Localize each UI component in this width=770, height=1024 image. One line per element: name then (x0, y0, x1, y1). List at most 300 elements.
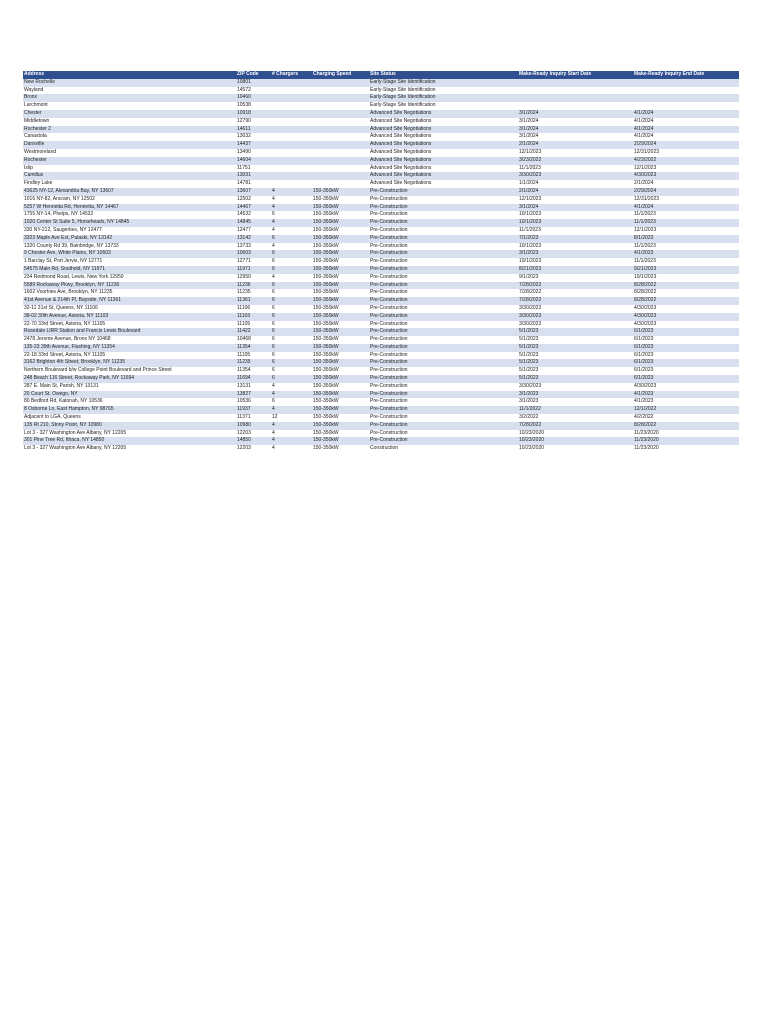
address-cell: 234 Redmond Road, Lewis, New York 12950 (23, 274, 236, 282)
end-date-cell: 4/1/2024 (633, 118, 739, 126)
address-cell: 1016 NY-82, Ancram, NY 12502 (23, 196, 236, 204)
table-row (23, 258, 739, 266)
charging-speed-cell: 150-350kW (312, 266, 369, 274)
address-cell: Adjacent to LGA, Queens (23, 414, 236, 422)
address-cell: Lot 3 - 327 Washington Ave Albany, NY 12205 (23, 430, 236, 438)
start-date-cell (518, 94, 633, 102)
charging-speed-cell (312, 118, 369, 126)
table-row (23, 344, 739, 352)
end-date-cell: 4/23/2022 (633, 157, 739, 165)
start-date-cell: 10/1/2023 (518, 219, 633, 227)
address-cell: Dansville (23, 141, 236, 149)
header-zip-code: ZIP Code (236, 71, 271, 79)
charging-speed-cell: 150-350kW (312, 282, 369, 290)
table-row (23, 375, 739, 383)
address-cell: 43625 NY-12, Alexandria Bay, NY 13607 (23, 188, 236, 196)
table-row (23, 94, 739, 102)
chargers-cell: 6 (271, 297, 312, 305)
table-row (23, 141, 739, 149)
zip-code-cell: 13827 (236, 391, 271, 399)
start-date-cell: 5/1/2023 (518, 344, 633, 352)
start-date-cell: 1/1/2024 (518, 180, 633, 188)
chargers-cell: 6 (271, 321, 312, 329)
chargers-cell: 6 (271, 352, 312, 360)
table-row (23, 219, 739, 227)
start-date-cell: 3/1/2024 (518, 110, 633, 118)
start-date-cell: 11/1/2023 (518, 165, 633, 173)
site-status-cell: Pre-Construction (369, 274, 518, 282)
end-date-cell: 2/1/2024 (633, 180, 739, 188)
header-site-status: Site Status (369, 71, 518, 79)
zip-code-cell: 12477 (236, 227, 271, 235)
chargers-cell: 4 (271, 422, 312, 430)
charging-speed-cell (312, 180, 369, 188)
zip-code-cell: 14604 (236, 157, 271, 165)
table-row (23, 437, 739, 445)
site-status-cell: Pre-Construction (369, 289, 518, 297)
address-cell: Rochester (23, 157, 236, 165)
address-cell: 41st Avenue & 214th Pl, Bayside, NY 11361 (23, 297, 236, 305)
start-date-cell: 3/30/2023 (518, 172, 633, 180)
end-date-cell: 8/28/2022 (633, 282, 739, 290)
start-date-cell: 7/28/2022 (518, 297, 633, 305)
charging-speed-cell: 150-350kW (312, 305, 369, 313)
address-cell: 248 Beach 116 Street, Rockaway Park, NY 11694 (23, 375, 236, 383)
address-cell: Middletown (23, 118, 236, 126)
header-start-date: Make-Ready Inquiry Start Date (518, 71, 633, 79)
end-date-cell: 6/1/2023 (633, 328, 739, 336)
site-status-cell: Construction (369, 445, 518, 453)
end-date-cell (633, 102, 739, 110)
chargers-cell: 6 (271, 305, 312, 313)
chargers-cell: 6 (271, 336, 312, 344)
site-status-cell: Pre-Construction (369, 219, 518, 227)
chargers-cell (271, 165, 312, 173)
address-cell: 22-70 33rd Street, Astoria, NY 11105 (23, 321, 236, 329)
chargers-cell: 6 (271, 211, 312, 219)
zip-code-cell: 12950 (236, 274, 271, 282)
zip-code-cell: 10460 (236, 94, 271, 102)
site-status-cell: Advanced Site Negotiations (369, 157, 518, 165)
table-row (23, 383, 739, 391)
charging-speed-cell: 150-350kW (312, 359, 369, 367)
site-status-cell: Pre-Construction (369, 297, 518, 305)
address-cell: 1020 Center St Suite 5, Horseheads, NY 14845 (23, 219, 236, 227)
address-cell: 3162 Brighton 4th Street, Brooklyn, NY 11235 (23, 359, 236, 367)
start-date-cell: 12/1/2023 (518, 149, 633, 157)
site-status-cell: Pre-Construction (369, 352, 518, 360)
table-row (23, 172, 739, 180)
chargers-cell (271, 94, 312, 102)
address-cell: New Rochelle (23, 79, 236, 87)
charging-speed-cell: 150-350kW (312, 204, 369, 212)
zip-code-cell: 11422 (236, 328, 271, 336)
table-row (23, 188, 739, 196)
table-row (23, 196, 739, 204)
end-date-cell: 4/30/2023 (633, 383, 739, 391)
zip-code-cell: 11937 (236, 406, 271, 414)
start-date-cell: 10/23/2020 (518, 437, 633, 445)
chargers-cell (271, 110, 312, 118)
start-date-cell: 5/1/2023 (518, 375, 633, 383)
charging-speed-cell: 150-350kW (312, 398, 369, 406)
start-date-cell: 3/30/2023 (518, 321, 633, 329)
table-row (23, 328, 739, 336)
address-cell: 22-18 33rd Street, Astoria, NY 11105 (23, 352, 236, 360)
chargers-cell: 6 (271, 367, 312, 375)
end-date-cell: 8/28/2022 (633, 297, 739, 305)
site-status-cell: Pre-Construction (369, 258, 518, 266)
charging-speed-cell: 150-350kW (312, 188, 369, 196)
table-row (23, 305, 739, 313)
zip-code-cell: 11103 (236, 313, 271, 321)
charging-speed-cell: 150-350kW (312, 211, 369, 219)
table-row (23, 430, 739, 438)
zip-code-cell: 11694 (236, 375, 271, 383)
start-date-cell (518, 102, 633, 110)
chargers-cell: 4 (271, 437, 312, 445)
table-row (23, 204, 739, 212)
chargers-cell: 4 (271, 383, 312, 391)
chargers-cell: 6 (271, 282, 312, 290)
end-date-cell: 6/1/2023 (633, 375, 739, 383)
zip-code-cell: 13032 (236, 133, 271, 141)
charging-speed-cell (312, 79, 369, 87)
site-status-cell: Pre-Construction (369, 414, 518, 422)
site-status-cell: Advanced Site Negotiations (369, 126, 518, 134)
zip-code-cell: 11354 (236, 367, 271, 375)
charging-speed-cell (312, 94, 369, 102)
end-date-cell: 6/1/2023 (633, 359, 739, 367)
zip-code-cell: 12203 (236, 445, 271, 453)
end-date-cell: 11/23/2020 (633, 445, 739, 453)
end-date-cell: 6/1/2023 (633, 367, 739, 375)
address-cell: 135 Rt 210, Stony Point, NY 10980 (23, 422, 236, 430)
table-row (23, 165, 739, 173)
table-row (23, 297, 739, 305)
end-date-cell (633, 94, 739, 102)
chargers-cell: 4 (271, 445, 312, 453)
end-date-cell: 12/31/2023 (633, 149, 739, 157)
end-date-cell: 11/23/2020 (633, 437, 739, 445)
charging-speed-cell: 150-350kW (312, 352, 369, 360)
charging-speed-cell: 150-350kW (312, 219, 369, 227)
charging-speed-cell (312, 172, 369, 180)
charging-speed-cell: 150-350kW (312, 437, 369, 445)
site-status-cell: Pre-Construction (369, 367, 518, 375)
start-date-cell: 5/1/2023 (518, 336, 633, 344)
site-status-cell: Advanced Site Negotiations (369, 141, 518, 149)
start-date-cell: 7/28/2022 (518, 422, 633, 430)
chargers-cell: 4 (271, 227, 312, 235)
end-date-cell: 4/30/2023 (633, 321, 739, 329)
address-cell: 287 E. Main St, Parish, NY 13131 (23, 383, 236, 391)
zip-code-cell: 14781 (236, 180, 271, 188)
zip-code-cell: 11354 (236, 344, 271, 352)
site-status-cell: Pre-Construction (369, 211, 518, 219)
chargers-cell: 6 (271, 375, 312, 383)
charging-speed-cell: 150-350kW (312, 336, 369, 344)
start-date-cell: 10/23/2020 (518, 445, 633, 453)
start-date-cell: 3/1/2023 (518, 398, 633, 406)
chargers-cell: 4 (271, 219, 312, 227)
end-date-cell: 4/2/2022 (633, 414, 739, 422)
table-row (23, 266, 739, 274)
end-date-cell: 8/28/2022 (633, 289, 739, 297)
zip-code-cell: 12203 (236, 430, 271, 438)
address-cell: 54575 Main Rd, Southold, NY 11971 (23, 266, 236, 274)
table-row (23, 250, 739, 258)
site-status-cell: Early-Stage Site Identification (369, 94, 518, 102)
site-status-cell: Pre-Construction (369, 406, 518, 414)
table-row (23, 321, 739, 329)
address-cell: Northern Boulevard b/w College Point Boulevard and Prince Street (23, 367, 236, 375)
zip-code-cell: 14845 (236, 219, 271, 227)
charging-speed-cell: 150-350kW (312, 274, 369, 282)
start-date-cell: 3/30/2023 (518, 313, 633, 321)
site-status-cell: Pre-Construction (369, 305, 518, 313)
start-date-cell: 10/1/2023 (518, 211, 633, 219)
chargers-cell: 6 (271, 398, 312, 406)
start-date-cell: 8/21/2023 (518, 266, 633, 274)
end-date-cell: 4/30/2023 (633, 172, 739, 180)
charging-speed-cell: 150-350kW (312, 313, 369, 321)
site-status-cell: Pre-Construction (369, 204, 518, 212)
address-cell: 9 Chester Ave, White Plains, NY 10603 (23, 250, 236, 258)
table-row (23, 445, 739, 453)
start-date-cell: 5/1/2023 (518, 367, 633, 375)
address-cell: 1602 Voorhies Ave, Brooklyn, NY 11235 (23, 289, 236, 297)
address-cell: 330 NY-212, Saugerties, NY 12477 (23, 227, 236, 235)
charging-speed-cell (312, 141, 369, 149)
site-status-cell: Pre-Construction (369, 328, 518, 336)
end-date-cell: 4/1/2024 (633, 133, 739, 141)
chargers-cell: 6 (271, 235, 312, 243)
zip-code-cell: 14467 (236, 204, 271, 212)
zip-code-cell: 12502 (236, 196, 271, 204)
start-date-cell: 7/28/2022 (518, 289, 633, 297)
table-row (23, 289, 739, 297)
table-row (23, 282, 739, 290)
site-status-cell: Pre-Construction (369, 344, 518, 352)
charging-speed-cell (312, 157, 369, 165)
table-row (23, 211, 739, 219)
address-cell: 135-23 39th Avenue, Flushing, NY 11354 (23, 344, 236, 352)
charging-speed-cell (312, 165, 369, 173)
header-row (23, 71, 739, 79)
start-date-cell: 3/23/2022 (518, 157, 633, 165)
table-row (23, 118, 739, 126)
start-date-cell: 10/1/2023 (518, 258, 633, 266)
zip-code-cell: 13142 (236, 235, 271, 243)
site-status-cell: Pre-Construction (369, 336, 518, 344)
chargers-cell: 6 (271, 359, 312, 367)
zip-code-cell: 12771 (236, 258, 271, 266)
address-cell: Wayland (23, 87, 236, 95)
chargers-cell: 6 (271, 250, 312, 258)
site-status-cell: Pre-Construction (369, 235, 518, 243)
site-status-cell: Pre-Construction (369, 383, 518, 391)
chargers-cell: 4 (271, 391, 312, 399)
charging-speed-cell: 150-350kW (312, 250, 369, 258)
end-date-cell: 11/1/2023 (633, 258, 739, 266)
charging-speed-cell: 150-350kW (312, 383, 369, 391)
chargers-cell (271, 87, 312, 95)
address-cell: Camillus (23, 172, 236, 180)
end-date-cell: 12/1/2023 (633, 227, 739, 235)
start-date-cell: 3/2/2022 (518, 414, 633, 422)
table-row (23, 235, 739, 243)
start-date-cell: 7/28/2022 (518, 282, 633, 290)
start-date-cell: 3/1/2023 (518, 391, 633, 399)
table-row (23, 422, 739, 430)
end-date-cell: 9/21/2023 (633, 266, 739, 274)
zip-code-cell: 14532 (236, 211, 271, 219)
start-date-cell: 11/1/2023 (518, 227, 633, 235)
start-date-cell: 5/1/2023 (518, 352, 633, 360)
zip-code-cell: 13733 (236, 243, 271, 251)
chargers-cell: 6 (271, 289, 312, 297)
chargers-cell: 4 (271, 196, 312, 204)
address-cell: 38-02 30th Avenue, Astoria, NY 11103 (23, 313, 236, 321)
charging-speed-cell: 150-350kW (312, 422, 369, 430)
address-cell: Chester (23, 110, 236, 118)
site-status-cell: Pre-Construction (369, 250, 518, 258)
table-row (23, 274, 739, 282)
site-status-cell: Pre-Construction (369, 422, 518, 430)
site-status-cell: Pre-Construction (369, 266, 518, 274)
site-status-cell: Pre-Construction (369, 359, 518, 367)
end-date-cell: 12/31/2023 (633, 196, 739, 204)
charging-speed-cell: 150-350kW (312, 344, 369, 352)
zip-code-cell: 12790 (236, 118, 271, 126)
start-date-cell (518, 87, 633, 95)
site-status-table (23, 71, 739, 453)
end-date-cell (633, 79, 739, 87)
charging-speed-cell: 150-350kW (312, 227, 369, 235)
zip-code-cell: 10980 (236, 422, 271, 430)
header-end-date: Make-Ready Inquiry End Date (633, 71, 739, 79)
zip-code-cell: 11971 (236, 266, 271, 274)
address-cell: 32-11 31st St, Queens, NY 11106 (23, 305, 236, 313)
address-cell: 5257 W Henrietta Rd, Henrietta, NY 14467 (23, 204, 236, 212)
address-cell: 20 Court St, Owego, NY (23, 391, 236, 399)
address-cell: 5589 Rockaway Pkwy, Brooklyn, NY 11236 (23, 282, 236, 290)
chargers-cell: 12 (271, 414, 312, 422)
header-chargers: # Chargers (271, 71, 312, 79)
start-date-cell (518, 79, 633, 87)
chargers-cell: 4 (271, 430, 312, 438)
address-cell: Lot 3 - 327 Washington Ave Albany, NY 12205 (23, 445, 236, 453)
chargers-cell (271, 126, 312, 134)
start-date-cell: 10/23/2020 (518, 430, 633, 438)
site-status-cell: Pre-Construction (369, 321, 518, 329)
charging-speed-cell (312, 110, 369, 118)
charging-speed-cell: 150-350kW (312, 258, 369, 266)
zip-code-cell: 14611 (236, 126, 271, 134)
table-row (23, 110, 739, 118)
address-cell: 80 Bedford Rd, Katonah, NY 10536 (23, 398, 236, 406)
zip-code-cell: 14572 (236, 87, 271, 95)
zip-code-cell: 10538 (236, 102, 271, 110)
table-row (23, 391, 739, 399)
site-status-cell: Pre-Construction (369, 282, 518, 290)
start-date-cell: 7/1/2023 (518, 235, 633, 243)
start-date-cell: 9/1/2023 (518, 274, 633, 282)
zip-code-cell: 10801 (236, 79, 271, 87)
table-body (23, 79, 739, 453)
end-date-cell: 4/30/2023 (633, 305, 739, 313)
zip-code-cell: 10918 (236, 110, 271, 118)
start-date-cell: 2/1/2024 (518, 141, 633, 149)
zip-code-cell: 13131 (236, 383, 271, 391)
site-status-cell: Pre-Construction (369, 188, 518, 196)
end-date-cell: 6/1/2023 (633, 336, 739, 344)
address-cell: Rosedale LIRR Station and Francis Lewis Boulevard (23, 328, 236, 336)
table-row (23, 126, 739, 134)
site-status-cell: Advanced Site Negotiations (369, 118, 518, 126)
charging-speed-cell: 150-350kW (312, 430, 369, 438)
table-row (23, 180, 739, 188)
zip-code-cell: 14850 (236, 437, 271, 445)
chargers-cell: 4 (271, 243, 312, 251)
zip-code-cell: 10536 (236, 398, 271, 406)
end-date-cell: 11/1/2023 (633, 211, 739, 219)
address-cell: 2478 Jerome Avenue, Bronx NY 10468 (23, 336, 236, 344)
site-status-cell: Advanced Site Negotiations (369, 149, 518, 157)
chargers-cell (271, 141, 312, 149)
address-cell: Bronx (23, 94, 236, 102)
charging-speed-cell (312, 126, 369, 134)
end-date-cell: 2/29/2024 (633, 141, 739, 149)
site-status-cell: Pre-Construction (369, 196, 518, 204)
table-row (23, 243, 739, 251)
charging-speed-cell: 150-350kW (312, 406, 369, 414)
start-date-cell: 3/1/2024 (518, 118, 633, 126)
address-cell: Islip (23, 165, 236, 173)
end-date-cell: 4/1/2024 (633, 126, 739, 134)
end-date-cell: 4/1/2023 (633, 391, 739, 399)
end-date-cell: 11/23/2020 (633, 430, 739, 438)
start-date-cell: 3/1/2024 (518, 204, 633, 212)
end-date-cell: 10/1/2023 (633, 274, 739, 282)
address-cell: 3323 Maple Ave Ext, Pulaski, NY 13142 (23, 235, 236, 243)
charging-speed-cell (312, 149, 369, 157)
start-date-cell: 3/1/2024 (518, 133, 633, 141)
end-date-cell: 6/1/2023 (633, 352, 739, 360)
chargers-cell: 4 (271, 274, 312, 282)
start-date-cell: 11/1/2022 (518, 406, 633, 414)
table-row (23, 359, 739, 367)
zip-code-cell: 11105 (236, 321, 271, 329)
site-status-cell: Pre-Construction (369, 391, 518, 399)
zip-code-cell: 11371 (236, 414, 271, 422)
table-row (23, 313, 739, 321)
zip-code-cell: 11751 (236, 165, 271, 173)
start-date-cell: 3/30/2023 (518, 383, 633, 391)
charging-speed-cell: 150-350kW (312, 391, 369, 399)
start-date-cell: 12/1/2023 (518, 196, 633, 204)
site-status-cell: Pre-Construction (369, 430, 518, 438)
charging-speed-cell: 150-350kW (312, 297, 369, 305)
end-date-cell: 4/1/2023 (633, 250, 739, 258)
chargers-cell: 6 (271, 313, 312, 321)
chargers-cell (271, 133, 312, 141)
chargers-cell: 4 (271, 406, 312, 414)
address-cell: 8 Osborne Ln, East Hampton, NY 98765 (23, 406, 236, 414)
end-date-cell: 4/1/2024 (633, 110, 739, 118)
end-date-cell (633, 87, 739, 95)
